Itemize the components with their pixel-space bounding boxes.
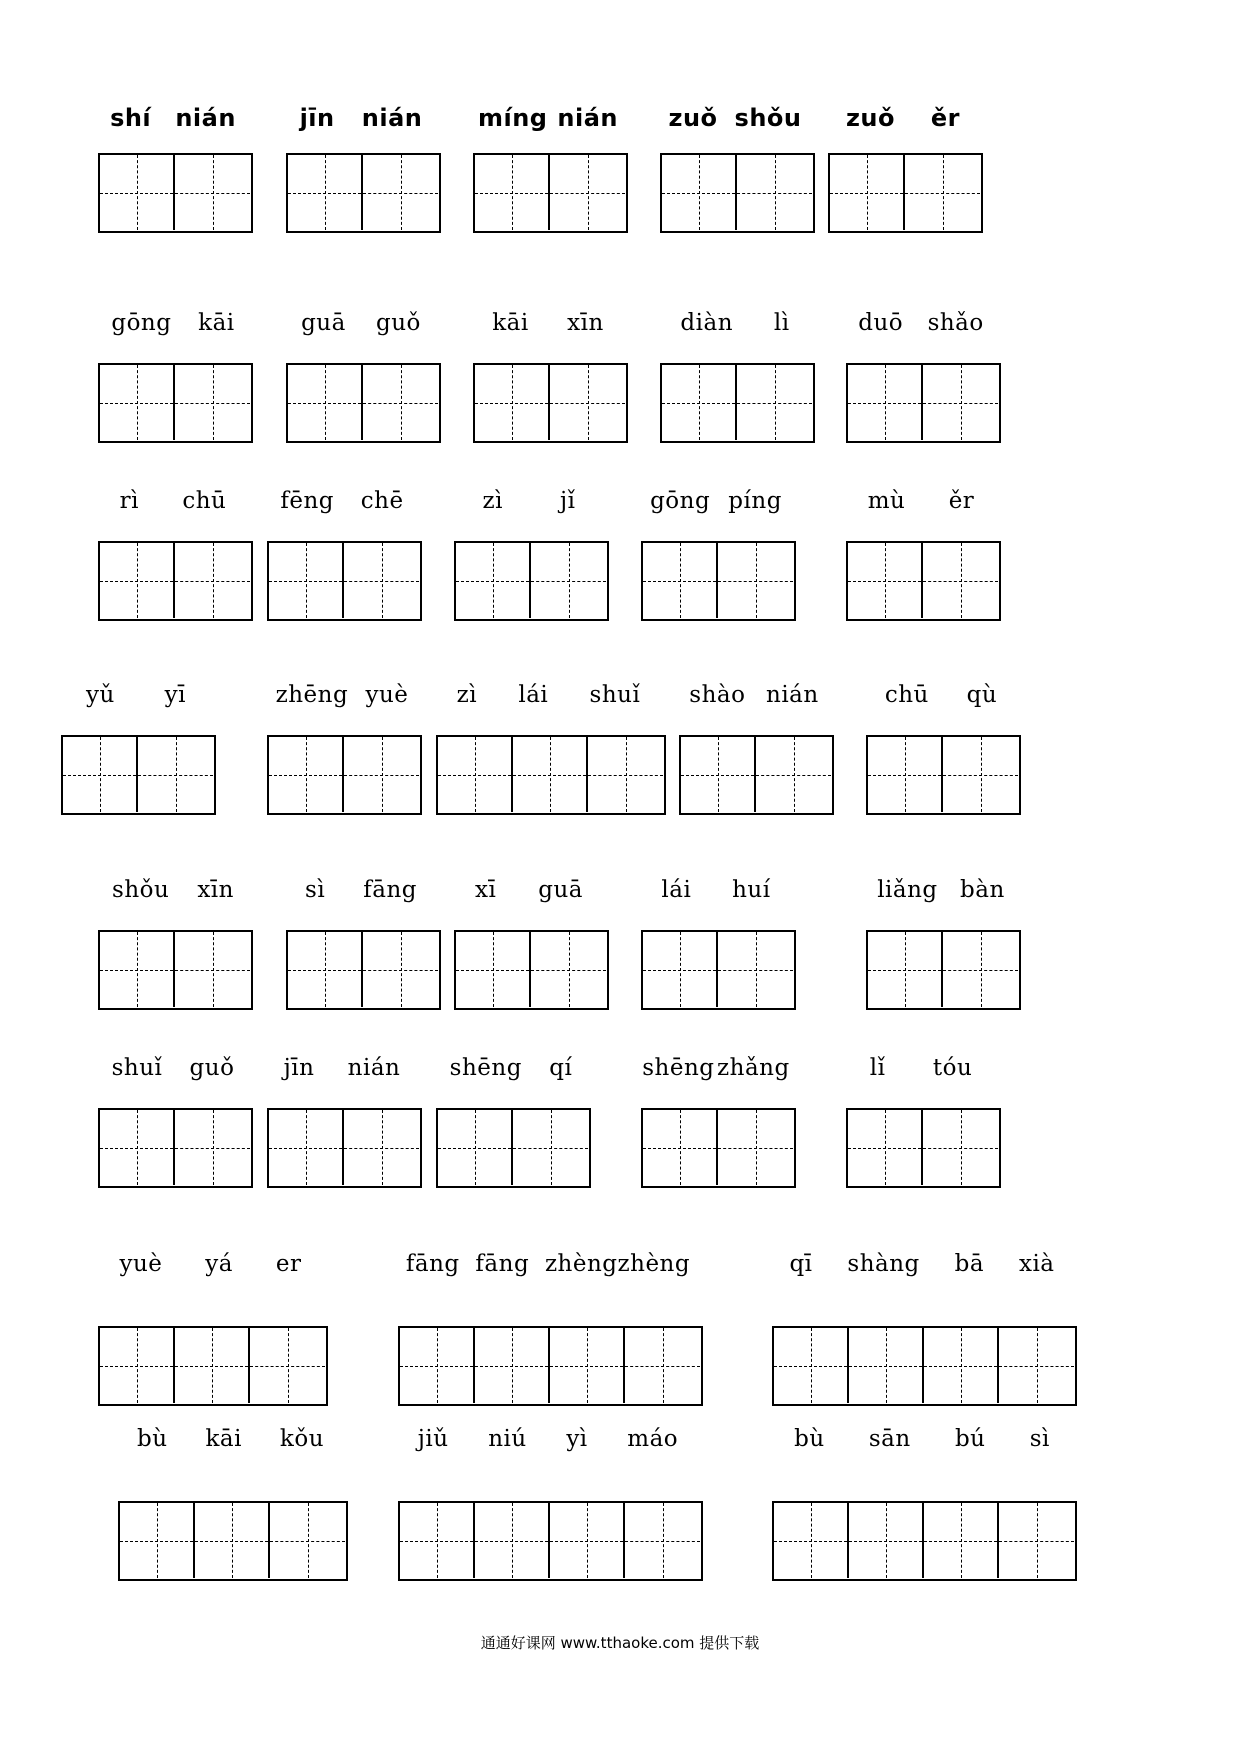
pinyin-syllable: guā	[538, 877, 583, 903]
writing-cell[interactable]	[868, 737, 943, 812]
pinyin-syllable: lái	[661, 877, 692, 903]
pinyin-syllable: xī	[474, 877, 497, 903]
pinyin-syllable: shǎo	[927, 310, 984, 336]
pinyin-syllable: nián	[175, 104, 236, 132]
pinyin-syllable: ěr	[948, 488, 975, 514]
writing-cell[interactable]	[662, 155, 737, 230]
writing-cell[interactable]	[288, 365, 363, 440]
tianzige-grid	[660, 153, 815, 233]
writing-cell[interactable]	[643, 543, 718, 618]
writing-cell[interactable]	[120, 1503, 195, 1578]
pinyin-syllable: fāng	[363, 877, 417, 903]
pinyin-syllable: chē	[360, 488, 404, 514]
pinyin-syllable: kāi	[205, 1426, 242, 1452]
pinyin-label	[866, 872, 1016, 908]
pinyin-label	[866, 677, 1016, 713]
writing-cell[interactable]	[718, 543, 793, 618]
pinyin-label	[398, 1421, 698, 1457]
tianzige-grid	[454, 930, 609, 1010]
writing-cell[interactable]	[588, 737, 663, 812]
writing-cell[interactable]	[270, 1503, 345, 1578]
writing-cell[interactable]	[363, 155, 438, 230]
pinyin-label	[436, 677, 661, 713]
tianzige-grid	[473, 363, 628, 443]
writing-cell[interactable]	[63, 737, 138, 812]
pinyin-label	[398, 1246, 698, 1282]
tianzige-grid	[286, 363, 441, 443]
writing-cell[interactable]	[100, 365, 175, 440]
pinyin-syllable: xīn	[197, 877, 234, 903]
pinyin-label	[679, 677, 829, 713]
writing-cell[interactable]	[531, 932, 606, 1007]
pinyin-label	[98, 872, 248, 908]
pinyin-syllable: bù	[136, 1426, 168, 1452]
pinyin-syllable: guǒ	[376, 310, 421, 336]
pinyin-syllable: shǒu	[112, 877, 170, 903]
pinyin-syllable: bàn	[960, 877, 1005, 903]
exercise-row	[0, 1246, 1240, 1386]
pinyin-syllable: jīn	[283, 1055, 315, 1081]
tianzige-grid	[98, 930, 253, 1010]
exercise-row	[0, 1421, 1240, 1561]
pinyin-syllable: er	[275, 1251, 302, 1277]
exercise-row	[0, 483, 1240, 623]
writing-cell[interactable]	[344, 1110, 419, 1185]
pinyin-syllable: yī	[164, 682, 187, 708]
writing-cell[interactable]	[849, 1503, 924, 1578]
writing-cell[interactable]	[737, 155, 812, 230]
pinyin-syllable: shào	[689, 682, 746, 708]
pinyin-syllable: sān	[868, 1426, 911, 1452]
pinyin-syllable: yuè	[365, 682, 409, 708]
writing-cell[interactable]	[718, 932, 793, 1007]
pinyin-syllable: chū	[884, 682, 929, 708]
writing-cell[interactable]	[438, 737, 513, 812]
writing-cell[interactable]	[100, 1110, 175, 1185]
writing-cell[interactable]	[550, 1328, 625, 1403]
tianzige-grid	[866, 930, 1021, 1010]
pinyin-syllable: yì	[566, 1426, 588, 1452]
pinyin-syllable: rì	[119, 488, 140, 514]
writing-cell[interactable]	[774, 1503, 849, 1578]
pinyin-syllable: nián	[766, 682, 819, 708]
pinyin-syllable: niú	[488, 1426, 527, 1452]
pinyin-label	[267, 483, 417, 519]
pinyin-syllable: zhǎng	[717, 1055, 790, 1081]
pinyin-syllable: zuǒ	[668, 104, 718, 132]
writing-cell[interactable]	[400, 1503, 475, 1578]
writing-cell[interactable]	[643, 932, 718, 1007]
pinyin-syllable: sì	[305, 877, 326, 903]
pinyin-label	[473, 100, 623, 136]
pinyin-syllable: qī	[789, 1251, 813, 1277]
writing-cell[interactable]	[718, 1110, 793, 1185]
writing-cell[interactable]	[138, 737, 213, 812]
tianzige-grid	[398, 1501, 703, 1581]
writing-cell[interactable]	[848, 1110, 923, 1185]
pinyin-syllable: xià	[1018, 1251, 1055, 1277]
pinyin-label	[454, 872, 604, 908]
pinyin-label	[828, 100, 978, 136]
tianzige-grid	[454, 541, 609, 621]
tianzige-grid	[679, 735, 834, 815]
pinyin-syllable: bā	[954, 1251, 985, 1277]
tianzige-grid	[98, 363, 253, 443]
pinyin-syllable: shēng	[449, 1055, 522, 1081]
pinyin-label	[641, 872, 791, 908]
pinyin-syllable: kāi	[198, 310, 235, 336]
writing-cell[interactable]	[175, 1328, 250, 1403]
tianzige-grid	[866, 735, 1021, 815]
writing-cell[interactable]	[999, 1503, 1074, 1578]
pinyin-syllable: kāi	[492, 310, 529, 336]
tianzige-grid	[267, 541, 422, 621]
writing-cell[interactable]	[513, 1110, 588, 1185]
tianzige-grid	[286, 930, 441, 1010]
pinyin-syllable: zì	[456, 682, 478, 708]
pinyin-syllable: yuè	[119, 1251, 163, 1277]
pinyin-syllable: guǒ	[189, 1055, 235, 1081]
pinyin-label	[98, 305, 248, 341]
tianzige-grid	[846, 541, 1001, 621]
writing-cell[interactable]	[681, 737, 756, 812]
writing-cell[interactable]	[550, 155, 625, 230]
writing-cell[interactable]	[100, 543, 175, 618]
writing-cell[interactable]	[288, 932, 363, 1007]
pinyin-label	[267, 1050, 417, 1086]
pinyin-label	[772, 1246, 1072, 1282]
writing-cell[interactable]	[550, 365, 625, 440]
pinyin-syllable: míng	[477, 104, 548, 132]
pinyin-syllable: yá	[205, 1251, 233, 1277]
pinyin-label	[286, 305, 436, 341]
writing-cell[interactable]	[625, 1328, 700, 1403]
pinyin-syllable: qù	[966, 682, 998, 708]
pinyin-syllable: yǔ	[85, 682, 115, 708]
pinyin-label	[118, 1421, 343, 1457]
pinyin-syllable: huí	[732, 877, 771, 903]
writing-cell[interactable]	[625, 1503, 700, 1578]
tianzige-grid	[473, 153, 628, 233]
writing-cell[interactable]	[250, 1328, 325, 1403]
writing-cell[interactable]	[100, 1328, 175, 1403]
tianzige-grid	[98, 541, 253, 621]
writing-cell[interactable]	[344, 543, 419, 618]
tianzige-grid	[436, 735, 666, 815]
tianzige-grid	[641, 930, 796, 1010]
exercise-row	[0, 305, 1240, 445]
writing-cell[interactable]	[513, 737, 588, 812]
pinyin-syllable: bù	[794, 1426, 825, 1452]
pinyin-label	[660, 305, 810, 341]
pinyin-label	[846, 483, 996, 519]
exercise-row	[0, 677, 1240, 817]
tianzige-grid	[398, 1326, 703, 1406]
writing-cell[interactable]	[175, 932, 250, 1007]
pinyin-syllable: shuǐ	[589, 682, 641, 708]
tianzige-grid	[660, 363, 815, 443]
pinyin-syllable: bú	[954, 1426, 986, 1452]
writing-cell[interactable]	[905, 155, 980, 230]
pinyin-syllable: lǐ	[869, 1055, 886, 1081]
writing-cell[interactable]	[737, 365, 812, 440]
pinyin-label	[98, 1246, 323, 1282]
pinyin-label	[846, 1050, 996, 1086]
pinyin-syllable: lì	[773, 310, 790, 336]
writing-cell[interactable]	[475, 365, 550, 440]
writing-cell[interactable]	[531, 543, 606, 618]
tianzige-grid	[846, 1108, 1001, 1188]
writing-cell[interactable]	[363, 932, 438, 1007]
pinyin-label	[267, 677, 417, 713]
writing-cell[interactable]	[924, 1328, 999, 1403]
writing-cell[interactable]	[100, 932, 175, 1007]
tianzige-grid	[846, 363, 1001, 443]
tianzige-grid	[641, 1108, 796, 1188]
tianzige-grid	[286, 153, 441, 233]
writing-cell[interactable]	[923, 1110, 998, 1185]
tianzige-grid	[267, 1108, 422, 1188]
writing-cell[interactable]	[643, 1110, 718, 1185]
pinyin-label	[772, 1421, 1072, 1457]
writing-cell[interactable]	[269, 1110, 344, 1185]
pinyin-syllable: duō	[858, 310, 904, 336]
writing-cell[interactable]	[924, 1503, 999, 1578]
exercise-row	[0, 872, 1240, 1012]
pinyin-syllable: fāng	[405, 1251, 460, 1277]
pinyin-label	[641, 483, 791, 519]
pinyin-syllable: gōng	[111, 310, 172, 336]
tianzige-grid	[98, 153, 253, 233]
writing-cell[interactable]	[269, 543, 344, 618]
pinyin-syllable: guā	[301, 310, 346, 336]
writing-cell[interactable]	[849, 1328, 924, 1403]
writing-cell[interactable]	[848, 365, 923, 440]
writing-cell[interactable]	[175, 155, 250, 230]
writing-cell[interactable]	[475, 1503, 550, 1578]
pinyin-label	[98, 100, 248, 136]
pinyin-syllable: tóu	[932, 1055, 973, 1081]
pinyin-label	[286, 100, 436, 136]
footer-text: 通通好课网 www.tthaoke.com 提供下载	[480, 1634, 760, 1652]
pinyin-syllable: píng	[728, 488, 782, 514]
pinyin-syllable: zhèngzhèng	[544, 1251, 691, 1277]
pinyin-syllable: qí	[549, 1055, 573, 1081]
pinyin-syllable: nián	[347, 1055, 401, 1081]
pinyin-syllable: jiǔ	[417, 1426, 449, 1452]
pinyin-label	[98, 483, 248, 519]
pinyin-label	[454, 483, 604, 519]
writing-cell[interactable]	[943, 737, 1018, 812]
tianzige-grid	[98, 1326, 328, 1406]
pinyin-syllable: mù	[867, 488, 906, 514]
pinyin-label	[473, 305, 623, 341]
pinyin-label	[846, 305, 996, 341]
pinyin-syllable: zhēng	[275, 682, 349, 708]
pinyin-syllable: fēng	[280, 488, 335, 514]
pinyin-label	[286, 872, 436, 908]
writing-cell[interactable]	[662, 365, 737, 440]
pinyin-label	[98, 1050, 248, 1086]
writing-cell[interactable]	[288, 155, 363, 230]
tianzige-grid	[118, 1501, 348, 1581]
writing-cell[interactable]	[400, 1328, 475, 1403]
writing-cell[interactable]	[438, 1110, 513, 1185]
exercise-row	[0, 1050, 1240, 1190]
pinyin-syllable: chū	[182, 488, 227, 514]
pinyin-syllable: gōng	[650, 488, 711, 514]
writing-cell[interactable]	[923, 365, 998, 440]
pinyin-syllable: zuǒ	[845, 104, 895, 132]
pinyin-label	[660, 100, 810, 136]
pinyin-syllable: jīn	[299, 104, 335, 132]
writing-cell[interactable]	[756, 737, 831, 812]
exercise-row	[0, 100, 1240, 240]
pinyin-syllable: lái	[518, 682, 549, 708]
tianzige-grid	[641, 541, 796, 621]
pinyin-syllable: zì	[482, 488, 503, 514]
pinyin-syllable: fāng	[475, 1251, 530, 1277]
tianzige-grid	[772, 1501, 1077, 1581]
writing-cell[interactable]	[269, 737, 344, 812]
writing-cell[interactable]	[830, 155, 905, 230]
pinyin-syllable: shuǐ	[111, 1055, 163, 1081]
writing-cell[interactable]	[175, 365, 250, 440]
writing-cell[interactable]	[475, 1328, 550, 1403]
pinyin-label	[436, 1050, 586, 1086]
writing-cell[interactable]	[344, 737, 419, 812]
tianzige-grid	[61, 735, 216, 815]
writing-cell[interactable]	[456, 932, 531, 1007]
tianzige-grid	[828, 153, 983, 233]
writing-cell[interactable]	[550, 1503, 625, 1578]
pinyin-syllable: jǐ	[559, 488, 576, 514]
pinyin-syllable: nián	[557, 104, 619, 132]
pinyin-syllable: kǒu	[279, 1426, 325, 1452]
writing-cell[interactable]	[456, 543, 531, 618]
writing-cell[interactable]	[868, 932, 943, 1007]
writing-cell[interactable]	[923, 543, 998, 618]
writing-cell[interactable]	[848, 543, 923, 618]
pinyin-syllable: liǎng	[877, 877, 938, 903]
writing-cell[interactable]	[175, 543, 250, 618]
pinyin-syllable: shǒu	[734, 104, 802, 132]
writing-cell[interactable]	[943, 932, 1018, 1007]
pinyin-label	[641, 1050, 791, 1086]
writing-cell[interactable]	[363, 365, 438, 440]
writing-cell[interactable]	[100, 155, 175, 230]
writing-cell[interactable]	[175, 1110, 250, 1185]
pinyin-syllable: shí	[110, 104, 152, 132]
pinyin-syllable: xīn	[567, 310, 604, 336]
tianzige-grid	[267, 735, 422, 815]
writing-cell[interactable]	[999, 1328, 1074, 1403]
tianzige-grid	[436, 1108, 591, 1188]
writing-cell[interactable]	[774, 1328, 849, 1403]
pinyin-syllable: shēng	[642, 1055, 715, 1081]
writing-cell[interactable]	[475, 155, 550, 230]
tianzige-grid	[772, 1326, 1077, 1406]
writing-cell[interactable]	[195, 1503, 270, 1578]
pinyin-syllable: sì	[1029, 1426, 1050, 1452]
pinyin-syllable: ěr	[930, 104, 961, 132]
pinyin-syllable: máo	[627, 1426, 679, 1452]
tianzige-grid	[98, 1108, 253, 1188]
pinyin-syllable: nián	[361, 104, 423, 132]
pinyin-label	[61, 677, 211, 713]
pinyin-syllable: diàn	[680, 310, 734, 336]
pinyin-syllable: shàng	[847, 1251, 920, 1277]
